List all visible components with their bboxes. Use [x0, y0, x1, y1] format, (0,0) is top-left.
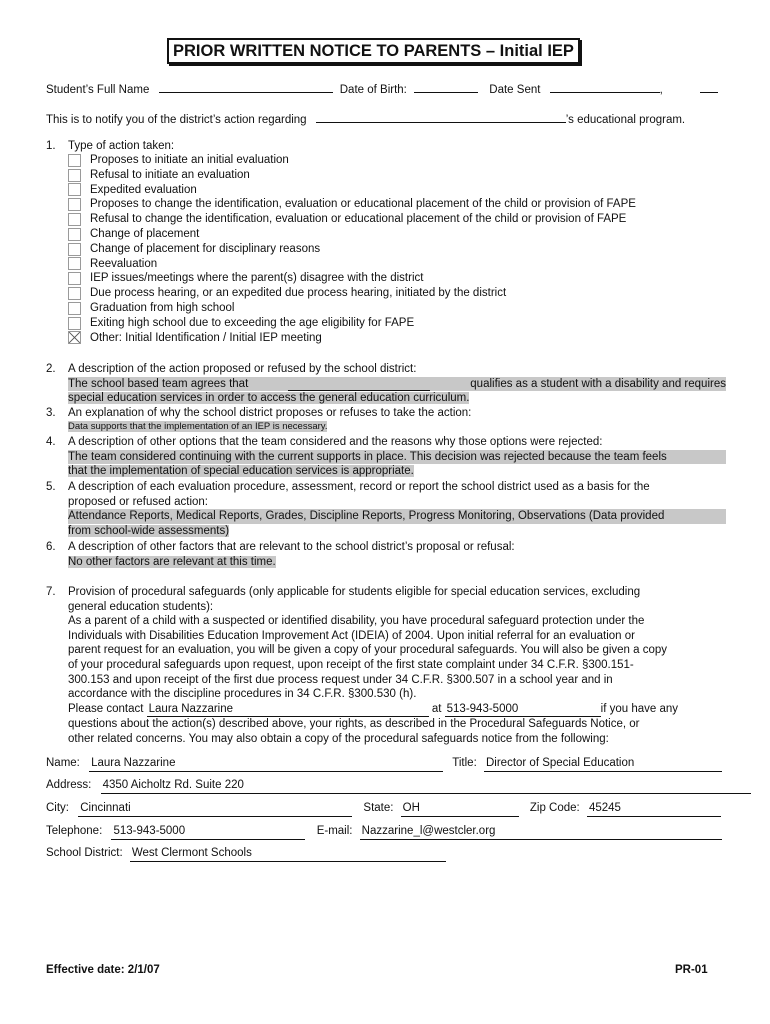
section-2-answer-line-2: special education services in order to access the general education curriculum.	[68, 392, 470, 405]
phone-field[interactable]: 513-943-5000	[111, 824, 305, 840]
action-option-label: Proposes to initiate an initial evaluation	[90, 154, 289, 167]
checkbox[interactable]	[68, 272, 81, 285]
section-6	[68, 540, 726, 569]
section-2-answer-post: qualifies as a student with a disability and requires	[470, 377, 726, 390]
notify-suffix: ’s educational program.	[565, 114, 686, 126]
section-5	[68, 480, 726, 538]
section-7-line: As a parent of a child with a suspected or identified disability, you have procedural safeguard protection under the	[68, 615, 645, 628]
section-2-heading: A description of the action proposed or refused by the school district:	[68, 363, 417, 375]
action-option	[68, 168, 728, 183]
school-district-label: School District:	[46, 847, 123, 859]
student-name-blank[interactable]	[288, 377, 430, 391]
checkbox[interactable]	[68, 213, 81, 226]
student-name-field[interactable]	[159, 80, 333, 93]
action-option-label: Refusal to initiate an evaluation	[90, 168, 250, 181]
checkbox[interactable]	[68, 243, 81, 256]
city-field[interactable]: Cincinnati	[78, 801, 352, 817]
notify-row	[46, 110, 685, 128]
dob-field[interactable]	[414, 80, 478, 93]
action-option-label: IEP issues/meetings where the parent(s) disagree with the district	[90, 272, 424, 285]
action-option	[68, 153, 728, 168]
section-3-heading: An explanation of why the school district proposes or refuses to take the action:	[68, 407, 472, 419]
action-option	[68, 331, 728, 346]
checkbox[interactable]	[68, 257, 81, 270]
checkbox[interactable]	[68, 302, 81, 315]
checkbox[interactable]	[68, 169, 81, 182]
school-district-row	[46, 846, 446, 862]
action-option	[68, 212, 728, 227]
name-field[interactable]: Laura Nazzarine	[89, 756, 443, 772]
zip-field[interactable]: 45245	[587, 801, 721, 817]
action-option	[68, 286, 728, 301]
checkbox[interactable]	[68, 183, 81, 196]
address-field[interactable]: 4350 Aicholtz Rd. Suite 220	[101, 778, 751, 794]
action-option-label: Expedited evaluation	[90, 183, 197, 196]
action-option-label: Reevaluation	[90, 257, 158, 270]
section-7-number: 7.	[46, 586, 56, 598]
name-title-row	[46, 756, 722, 772]
action-option-label: Due process hearing, or an expedited due process hearing, initiated by the district	[90, 287, 507, 300]
action-option-label: Change of placement	[90, 228, 200, 241]
effective-date: Effective date: 2/1/07	[46, 964, 160, 976]
section-4-heading: A description of other options that the team considered and the reasons why those options were rejected:	[68, 436, 603, 448]
section-2-answer-pre: The school based team agrees that	[68, 377, 249, 390]
section-7-line: 300.153 and upon receipt of the first due process request under 34 C.F.R. §300.507 in a school year and in	[68, 673, 613, 686]
section-6-answer: No other factors are relevant at this time.	[68, 555, 276, 568]
student-info-row	[46, 80, 718, 98]
date-sent-field[interactable]	[550, 80, 660, 93]
action-option	[68, 271, 728, 286]
section-3-number: 3.	[46, 407, 56, 419]
action-option-label: Refusal to change the identification, evaluation or educational placement of the child or provision of FAPE	[90, 213, 627, 226]
zip-label: Zip Code:	[529, 802, 580, 814]
page-title: PRIOR WRITTEN NOTICE TO PARENTS – Initial IEP	[167, 38, 580, 64]
contact-suffix: if you have any	[600, 702, 678, 715]
section-2-answer-line-1	[68, 377, 726, 392]
date-sent-comma: ,	[659, 84, 663, 96]
state-label: State:	[363, 802, 394, 814]
section-7	[68, 585, 726, 747]
section-5-heading-line-2: proposed or refused action:	[68, 495, 209, 508]
checkbox[interactable]	[68, 154, 81, 167]
action-option-label: Proposes to change the identification, evaluation or educational placement of the child or provision of FAPE	[90, 198, 636, 211]
action-option	[68, 242, 728, 257]
action-option	[68, 257, 728, 272]
action-option-label: Other: Initial Identification / Initial IEP meeting	[90, 331, 322, 344]
section-6-heading: A description of other factors that are relevant to the school district’s proposal or refusal:	[68, 541, 515, 553]
action-option-label: Change of placement for disciplinary reasons	[90, 242, 321, 255]
phone-email-row	[46, 824, 722, 840]
section-7-line: Individuals with Disabilities Education Improvement Act (IDEIA) of 2004. Upon initial referral for an evaluation or	[68, 629, 635, 642]
section-5-number: 5.	[46, 481, 56, 493]
notify-prefix: This is to notify you of the district’s action regarding	[46, 114, 307, 126]
student-name-label: Student’s Full Name	[46, 84, 150, 96]
form-id: PR-01	[675, 964, 708, 976]
section-1-heading: Type of action taken:	[68, 140, 175, 152]
contact-sentence	[68, 702, 726, 718]
address-label: Address:	[46, 779, 92, 791]
section-4	[68, 435, 726, 479]
name-label: Name:	[46, 757, 80, 769]
section-4-answer-line-1: The team considered continuing with the current supports in place. This decision was rejected because the team feels	[68, 450, 726, 465]
section-4-answer-line-2: that the implementation of special education services is appropriate.	[68, 465, 414, 478]
checkbox[interactable]	[68, 228, 81, 241]
section-7-closing-line: questions about the action(s) described above, your rights, as described in the Procedural Safeguards Notice, or	[68, 718, 640, 731]
school-district-field[interactable]: West Clermont Schools	[130, 846, 446, 862]
city-state-zip-row	[46, 801, 721, 817]
title-label: Title:	[452, 757, 477, 769]
section-7-line: Provision of procedural safeguards (only applicable for students eligible for special education services, excluding	[68, 586, 641, 598]
section-6-number: 6.	[46, 541, 56, 553]
section-3-answer: Data supports that the implementation of an IEP is necessary.	[68, 420, 328, 432]
phone-label: Telephone:	[46, 825, 103, 837]
section-7-line: general education students):	[68, 600, 214, 613]
date-sent-year-field[interactable]	[700, 80, 718, 93]
action-option-label: Graduation from high school	[90, 302, 235, 315]
section-5-heading-line-1: A description of each evaluation procedure, assessment, record or report the school district used as a basis for the	[68, 481, 650, 493]
contact-prefix: Please contact	[68, 702, 144, 715]
action-option	[68, 197, 728, 212]
section-3	[68, 406, 726, 433]
section-7-line: accordance with the discipline procedures in 34 C.F.R. §300.530 (h).	[68, 688, 417, 701]
contact-phone-field[interactable]: 513-943-5000	[445, 702, 601, 718]
section-4-number: 4.	[46, 436, 56, 448]
dob-label: Date of Birth:	[339, 84, 407, 96]
action-option-label: Exiting high school due to exceeding the age eligibility for FAPE	[90, 316, 415, 329]
section-2-number: 2.	[46, 363, 56, 375]
checked-checkbox[interactable]	[68, 331, 81, 344]
section-7-line: parent request for an evaluation, you will be given a copy of your procedural safeguards. You will also be given a copy	[68, 644, 668, 657]
date-sent-label: Date Sent	[489, 84, 541, 96]
contact-name-field[interactable]: Laura Nazzarine	[147, 702, 429, 718]
section-7-line: of your procedural safeguards upon request, upon receipt of the first state complaint under 34 C.F.R. §300.151-	[68, 658, 634, 671]
email-label: E-mail:	[316, 825, 353, 837]
checkbox[interactable]	[68, 317, 81, 330]
address-row	[46, 778, 751, 794]
title-field[interactable]: Director of Special Education	[484, 756, 722, 772]
checkbox[interactable]	[68, 198, 81, 211]
email-field[interactable]: Nazzarine_l@westcler.org	[360, 824, 722, 840]
action-option	[68, 183, 728, 198]
action-option	[68, 301, 728, 316]
section-2	[68, 362, 726, 406]
state-field[interactable]: OH	[401, 801, 519, 817]
action-type-checklist	[68, 153, 728, 345]
student-program-field[interactable]	[316, 110, 566, 123]
section-7-closing-line: other related concerns. You may also obtain a copy of the procedural safeguards notice from the following:	[68, 732, 609, 745]
section-5-answer-line-1: Attendance Reports, Medical Reports, Grades, Discipline Reports, Progress Monitoring, Observations (Data provided	[68, 509, 726, 524]
city-label: City:	[46, 802, 69, 814]
contact-at: at	[431, 702, 442, 715]
section-1-number: 1.	[46, 140, 56, 152]
checkbox[interactable]	[68, 287, 81, 300]
section-5-answer-line-2: from school-wide assessments)	[68, 524, 230, 537]
action-option	[68, 316, 728, 331]
action-option	[68, 227, 728, 242]
